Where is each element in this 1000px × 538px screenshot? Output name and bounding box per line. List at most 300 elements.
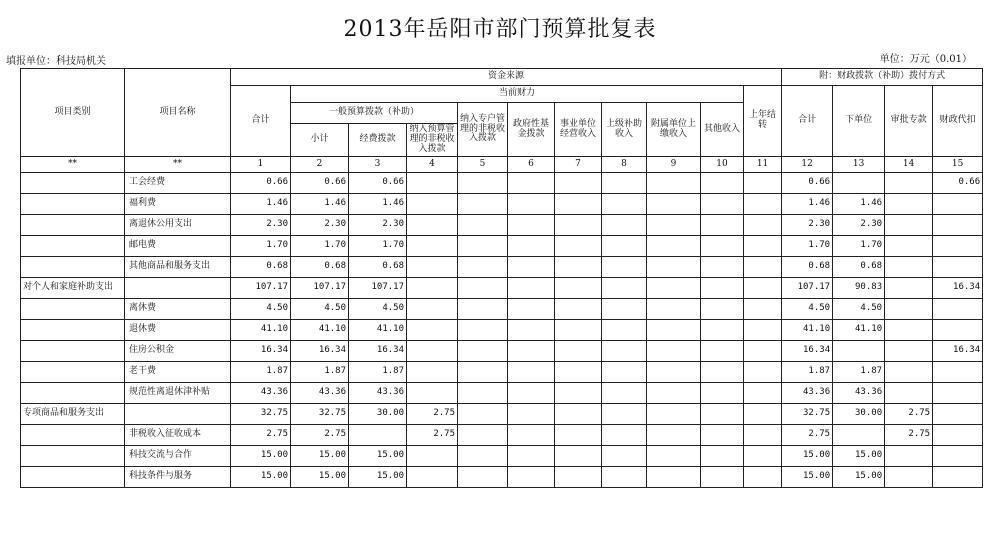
column-index-cell: 2 [291,157,349,173]
value-cell-c9 [647,236,701,257]
header-business-income: 事业单位经营收入 [555,103,602,157]
value-cell-c7 [555,173,602,194]
header-funding-source: 资金来源 [231,69,782,86]
value-cell-c11 [744,467,782,488]
value-cell-c10 [701,425,744,446]
item-name-cell: 其他商品和服务支出 [125,257,231,278]
value-cell-c7 [555,236,602,257]
value-cell-c6 [508,467,555,488]
value-cell-c8 [602,425,647,446]
table-row [21,173,983,194]
value-cell-c9 [647,173,701,194]
value-cell-c6 [508,278,555,299]
column-index-cell: 6 [508,157,555,173]
item-name-cell [125,278,231,299]
value-cell-c5 [458,404,508,425]
value-cell-c9 [647,341,701,362]
value-cell-c1: 2.30 [231,215,291,236]
value-cell-c4: 2.75 [407,425,458,446]
value-cell-c12: 16.34 [782,341,833,362]
value-cell-c8 [602,194,647,215]
value-cell-c15 [933,194,983,215]
value-cell-c15 [933,257,983,278]
value-cell-c12: 2.30 [782,215,833,236]
value-cell-c6 [508,446,555,467]
value-cell-c2: 15.00 [291,446,349,467]
value-cell-c5 [458,425,508,446]
value-cell-c14: 2.75 [885,425,933,446]
value-cell-c15 [933,320,983,341]
value-cell-c13: 15.00 [833,467,885,488]
value-cell-c12: 15.00 [782,467,833,488]
value-cell-c14 [885,194,933,215]
value-cell-c1: 41.10 [231,320,291,341]
value-cell-c6 [508,383,555,404]
value-cell-c14 [885,278,933,299]
value-cell-c15 [933,362,983,383]
value-cell-c10 [701,257,744,278]
value-cell-c14 [885,341,933,362]
category-cell [21,320,125,341]
value-cell-c7 [555,425,602,446]
value-cell-c7 [555,446,602,467]
unit-label: 单位：万元（0.01） [879,54,972,65]
category-cell [21,341,125,362]
value-cell-c6 [508,236,555,257]
value-cell-c5 [458,320,508,341]
value-cell-c15 [933,425,983,446]
value-cell-c1: 107.17 [231,278,291,299]
value-cell-c2: 1.87 [291,362,349,383]
item-name-cell: 工会经费 [125,173,231,194]
value-cell-c4 [407,383,458,404]
budget-table [20,68,983,488]
value-cell-c13 [833,425,885,446]
value-cell-c13: 0.68 [833,257,885,278]
value-cell-c2: 2.30 [291,215,349,236]
value-cell-c6 [508,404,555,425]
value-cell-c3: 0.68 [349,257,407,278]
item-name-cell: 离休费 [125,299,231,320]
value-cell-c3: 16.34 [349,341,407,362]
value-cell-c15 [933,236,983,257]
category-cell [21,299,125,320]
value-cell-c8 [602,383,647,404]
value-cell-c8 [602,173,647,194]
value-cell-c8 [602,404,647,425]
value-cell-c12: 32.75 [782,404,833,425]
header-current-financial: 当前财力 [291,86,744,103]
header-special-approval: 审批专款 [885,86,933,157]
value-cell-c9 [647,194,701,215]
category-cell [21,467,125,488]
column-index-cell: 4 [407,157,458,173]
value-cell-c13: 4.50 [833,299,885,320]
value-cell-c13: 2.30 [833,215,885,236]
value-cell-c14 [885,362,933,383]
header-prior-balance: 上年结转 [744,86,782,157]
value-cell-c1: 1.46 [231,194,291,215]
value-cell-c6 [508,215,555,236]
item-name-cell: 离退休公用支出 [125,215,231,236]
value-cell-c7 [555,383,602,404]
value-cell-c6 [508,299,555,320]
value-cell-c10 [701,299,744,320]
value-cell-c4 [407,299,458,320]
value-cell-c4 [407,362,458,383]
value-cell-c1: 15.00 [231,446,291,467]
table-row [21,425,983,446]
value-cell-c12: 107.17 [782,278,833,299]
value-cell-c15: 16.34 [933,341,983,362]
category-cell [21,215,125,236]
column-index-cell: 14 [885,157,933,173]
value-cell-c8 [602,446,647,467]
value-cell-c11 [744,320,782,341]
value-cell-c12: 1.46 [782,194,833,215]
value-cell-c13: 90.83 [833,278,885,299]
value-cell-c1: 2.75 [231,425,291,446]
column-index-cell: 10 [701,157,744,173]
value-cell-c9 [647,299,701,320]
value-cell-c15 [933,383,983,404]
value-cell-c8 [602,236,647,257]
column-index-cell: ** [125,157,231,173]
value-cell-c3: 43.36 [349,383,407,404]
value-cell-c10 [701,446,744,467]
value-cell-c7 [555,362,602,383]
value-cell-c1: 43.36 [231,383,291,404]
value-cell-c15: 16.34 [933,278,983,299]
value-cell-c3: 1.87 [349,362,407,383]
header-appendix: 附：财政拨款（补助）拨付方式 [782,69,983,86]
page-title: 2013年岳阳市部门预算批复表 [343,17,657,42]
value-cell-c4 [407,446,458,467]
item-name-cell: 福利费 [125,194,231,215]
column-index-cell: ** [21,157,125,173]
value-cell-c2: 32.75 [291,404,349,425]
value-cell-c1: 1.87 [231,362,291,383]
value-cell-c12: 0.68 [782,257,833,278]
value-cell-c12: 43.36 [782,383,833,404]
header-other-income: 其他收入 [701,103,744,157]
value-cell-c3: 0.66 [349,173,407,194]
value-cell-c7 [555,257,602,278]
value-cell-c12: 4.50 [782,299,833,320]
column-index-row [21,157,983,173]
value-cell-c3: 1.46 [349,194,407,215]
value-cell-c11 [744,257,782,278]
category-cell [21,425,125,446]
value-cell-c15: 0.66 [933,173,983,194]
category-cell [21,383,125,404]
value-cell-c12: 1.70 [782,236,833,257]
item-name-cell: 邮电费 [125,236,231,257]
value-cell-c5 [458,194,508,215]
value-cell-c11 [744,362,782,383]
value-cell-c9 [647,320,701,341]
item-name-cell [125,404,231,425]
fill-unit-label: 填报单位：科技局机关 [6,56,106,67]
header-affiliated-income: 附属单位上缴收入 [647,103,701,157]
value-cell-c5 [458,362,508,383]
item-name-cell: 科技交流与合作 [125,446,231,467]
item-name-cell: 退休费 [125,320,231,341]
value-cell-c12: 2.75 [782,425,833,446]
value-cell-c14: 2.75 [885,404,933,425]
value-cell-c3: 15.00 [349,446,407,467]
value-cell-c2: 1.70 [291,236,349,257]
header-fiscal-deduct: 财政代扣 [933,86,983,157]
value-cell-c10 [701,173,744,194]
value-cell-c9 [647,257,701,278]
value-cell-c5 [458,215,508,236]
value-cell-c11 [744,278,782,299]
item-name-cell: 科技条件与服务 [125,467,231,488]
value-cell-c12: 0.66 [782,173,833,194]
value-cell-c10 [701,362,744,383]
value-cell-c7 [555,278,602,299]
value-cell-c10 [701,341,744,362]
value-cell-c2: 16.34 [291,341,349,362]
value-cell-c5 [458,299,508,320]
value-cell-c14 [885,446,933,467]
value-cell-c5 [458,446,508,467]
value-cell-c13: 1.87 [833,362,885,383]
table-row [21,467,983,488]
value-cell-c14 [885,467,933,488]
column-index-cell: 9 [647,157,701,173]
value-cell-c10 [701,320,744,341]
value-cell-c6 [508,173,555,194]
value-cell-c2: 1.46 [291,194,349,215]
column-index-cell: 5 [458,157,508,173]
category-cell: 对个人和家庭补助支出 [21,278,125,299]
table-row [21,194,983,215]
value-cell-c9 [647,362,701,383]
value-cell-c4 [407,257,458,278]
item-name-cell: 住房公积金 [125,341,231,362]
value-cell-c8 [602,215,647,236]
value-cell-c6 [508,362,555,383]
value-cell-c10 [701,467,744,488]
value-cell-c14 [885,320,933,341]
value-cell-c3: 4.50 [349,299,407,320]
value-cell-c10 [701,215,744,236]
value-cell-c15 [933,446,983,467]
value-cell-c1: 16.34 [231,341,291,362]
value-cell-c14 [885,173,933,194]
header-budget-nontax: 纳入预算管理的非税收入拨款 [407,124,458,157]
value-cell-c13: 15.00 [833,446,885,467]
value-cell-c3: 1.70 [349,236,407,257]
value-cell-c5 [458,341,508,362]
value-cell-c1: 15.00 [231,467,291,488]
value-cell-c3: 15.00 [349,467,407,488]
value-cell-c4 [407,467,458,488]
header-app-total: 合计 [782,86,833,157]
value-cell-c13 [833,341,885,362]
value-cell-c4 [407,320,458,341]
value-cell-c13: 30.00 [833,404,885,425]
value-cell-c3: 41.10 [349,320,407,341]
value-cell-c11 [744,341,782,362]
value-cell-c11 [744,215,782,236]
value-cell-c8 [602,320,647,341]
value-cell-c6 [508,257,555,278]
column-index-cell: 8 [602,157,647,173]
value-cell-c15 [933,299,983,320]
value-cell-c15 [933,215,983,236]
category-cell [21,194,125,215]
value-cell-c11 [744,236,782,257]
value-cell-c14 [885,215,933,236]
value-cell-c2: 107.17 [291,278,349,299]
value-cell-c5 [458,278,508,299]
value-cell-c5 [458,173,508,194]
value-cell-c3: 107.17 [349,278,407,299]
value-cell-c13: 43.36 [833,383,885,404]
value-cell-c4 [407,215,458,236]
value-cell-c15 [933,404,983,425]
value-cell-c8 [602,257,647,278]
category-cell [21,257,125,278]
value-cell-c1: 32.75 [231,404,291,425]
value-cell-c3 [349,425,407,446]
value-cell-c11 [744,425,782,446]
category-cell: 专项商品和服务支出 [21,404,125,425]
value-cell-c4: 2.75 [407,404,458,425]
column-index-cell: 11 [744,157,782,173]
value-cell-c11 [744,404,782,425]
value-cell-c1: 4.50 [231,299,291,320]
value-cell-c10 [701,278,744,299]
value-cell-c2: 41.10 [291,320,349,341]
item-name-cell: 非税收入征收成本 [125,425,231,446]
item-name-cell: 规范性离退休津补贴 [125,383,231,404]
value-cell-c2: 2.75 [291,425,349,446]
value-cell-c5 [458,383,508,404]
value-cell-c11 [744,299,782,320]
header-total: 合计 [231,86,291,157]
value-cell-c11 [744,173,782,194]
value-cell-c3: 2.30 [349,215,407,236]
header-special-nontax: 纳入专户管理的非税收入拨款 [458,103,508,157]
value-cell-c7 [555,215,602,236]
table-row [21,320,983,341]
table-row [21,215,983,236]
table-row [21,341,983,362]
value-cell-c6 [508,320,555,341]
item-name-cell: 老干费 [125,362,231,383]
value-cell-c7 [555,194,602,215]
header-lower-unit: 下单位 [833,86,885,157]
value-cell-c13: 1.70 [833,236,885,257]
value-cell-c11 [744,383,782,404]
value-cell-c5 [458,236,508,257]
category-cell [21,362,125,383]
value-cell-c7 [555,299,602,320]
value-cell-c1: 0.68 [231,257,291,278]
header-superior-subsidy: 上级补助收入 [602,103,647,157]
value-cell-c12: 1.87 [782,362,833,383]
value-cell-c10 [701,236,744,257]
table-row [21,446,983,467]
value-cell-c9 [647,383,701,404]
value-cell-c9 [647,215,701,236]
value-cell-c4 [407,236,458,257]
value-cell-c4 [407,278,458,299]
value-cell-c7 [555,404,602,425]
value-cell-c11 [744,446,782,467]
value-cell-c9 [647,404,701,425]
category-cell [21,446,125,467]
header-general-budget: 一般预算拨款（补助） [291,103,458,124]
value-cell-c12: 41.10 [782,320,833,341]
value-cell-c4 [407,194,458,215]
column-index-cell: 13 [833,157,885,173]
table-row [21,299,983,320]
value-cell-c14 [885,257,933,278]
value-cell-c14 [885,383,933,404]
value-cell-c11 [744,194,782,215]
value-cell-c2: 43.36 [291,383,349,404]
table-row [21,362,983,383]
column-index-cell: 7 [555,157,602,173]
value-cell-c8 [602,341,647,362]
header-subtotal: 小计 [291,124,349,157]
value-cell-c8 [602,299,647,320]
value-cell-c14 [885,236,933,257]
value-cell-c14 [885,299,933,320]
value-cell-c2: 4.50 [291,299,349,320]
value-cell-c13: 1.46 [833,194,885,215]
column-index-cell: 12 [782,157,833,173]
table-row [21,278,983,299]
value-cell-c6 [508,194,555,215]
table-row [21,236,983,257]
value-cell-c10 [701,404,744,425]
table-row [21,383,983,404]
column-index-cell: 1 [231,157,291,173]
value-cell-c6 [508,425,555,446]
header-gov-fund: 政府性基金拨款 [508,103,555,157]
value-cell-c5 [458,467,508,488]
value-cell-c12: 15.00 [782,446,833,467]
value-cell-c13 [833,173,885,194]
header-name: 项目名称 [125,69,231,157]
header-operating-funds: 经费拨款 [349,124,407,157]
value-cell-c7 [555,467,602,488]
value-cell-c7 [555,341,602,362]
value-cell-c2: 15.00 [291,467,349,488]
column-index-cell: 15 [933,157,983,173]
value-cell-c6 [508,341,555,362]
value-cell-c8 [602,362,647,383]
value-cell-c2: 0.66 [291,173,349,194]
column-index-cell: 3 [349,157,407,173]
table-row [21,257,983,278]
header-category: 项目类别 [21,69,125,157]
value-cell-c15 [933,467,983,488]
value-cell-c7 [555,320,602,341]
value-cell-c4 [407,173,458,194]
value-cell-c9 [647,425,701,446]
category-cell [21,236,125,257]
value-cell-c9 [647,278,701,299]
category-cell [21,173,125,194]
value-cell-c8 [602,278,647,299]
